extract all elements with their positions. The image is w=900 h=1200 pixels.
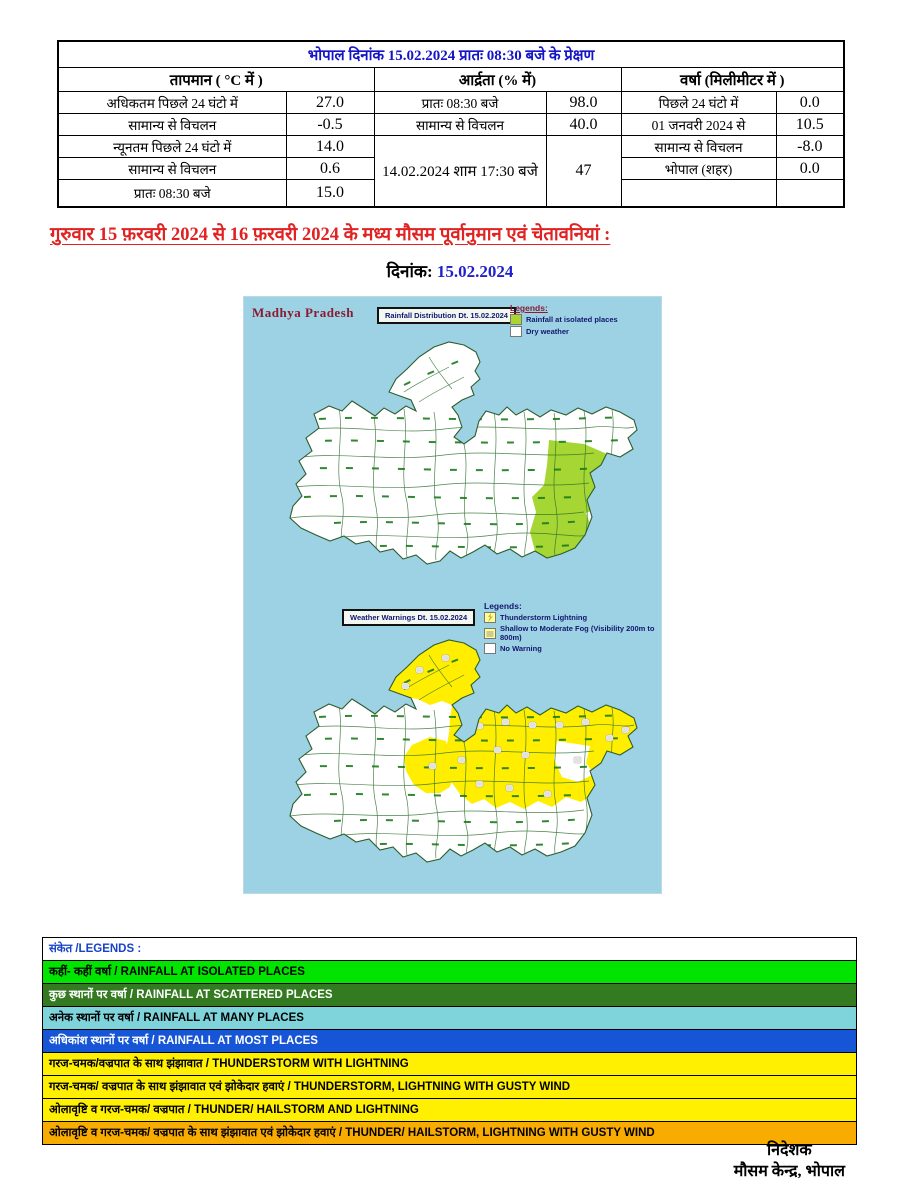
dry-weather-swatch [510, 326, 522, 337]
temp-max-value: 27.0 [286, 92, 374, 114]
humidity-evening-value: 47 [546, 136, 621, 207]
rain-since-jan-label: 01 जनवरी 2024 से [621, 114, 776, 136]
legend-row-hailstorm-gusty: ओलावृष्टि व गरज-चमक/ वज्रपात के साथ झंझावात एवं झोकेदार हवाएं / THUNDER/ HAILSTORM, LIGHTNING WITH GUSTY WIND [43, 1121, 856, 1144]
legend-title: Legends: [484, 601, 522, 611]
signature-block [734, 1140, 845, 1182]
legend-item-label: No Warning [500, 644, 542, 653]
humidity-deviation-label: सामान्य से विचलन [374, 114, 546, 136]
rainfall-map-legend [510, 303, 618, 338]
temp-min-deviation-value: 0.6 [286, 158, 374, 180]
legend-row-most: अधिकांश स्थानों पर वर्षा / RAINFALL AT MOST PLACES [43, 1029, 856, 1052]
legend-item-label: Rainfall at isolated places [526, 315, 618, 324]
legend-table [42, 937, 857, 1145]
rainfall-map-title: Rainfall Distribution Dt. 15.02.2024 [377, 307, 516, 324]
humidity-morning-label: प्रातः 08:30 बजे [374, 92, 546, 114]
legend-row-isolated: कहीं- कहीं वर्षा / RAINFALL AT ISOLATED PLACES [43, 960, 856, 983]
legend-row-scattered: कुछ स्थानों पर वर्षा / RAINFALL AT SCATTERED PLACES [43, 983, 856, 1006]
warnings-map-legend [484, 601, 661, 655]
legend-title: Legends: [510, 303, 548, 313]
legend-item [484, 643, 661, 654]
rain-bhopal-city-value: 0.0 [776, 158, 844, 180]
section-header-temperature: तापमान ( °C में ) [58, 68, 374, 92]
legend-row-many: अनेक स्थानों पर वर्षा / RAINFALL AT MANY PLACES [43, 1006, 856, 1029]
legend-item-label: Thunderstorm Lightning [500, 613, 588, 622]
temp-morning-label: प्रातः 08:30 बजे [58, 180, 286, 207]
date-label: दिनांक: [386, 262, 433, 281]
legend-table-header: संकेत /LEGENDS : [43, 938, 856, 960]
fog-icon [484, 628, 496, 639]
section-header-humidity: आर्द्रता (% में) [374, 68, 621, 92]
legend-item-label: Shallow to Moderate Fog (Visibility 200m to 800m) [500, 624, 655, 642]
rainfall-map-canvas [244, 297, 661, 595]
date-line [0, 259, 900, 282]
temp-min-deviation-label: सामान्य से विचलन [58, 158, 286, 180]
legend-item [484, 612, 661, 623]
temp-min-value: 14.0 [286, 136, 374, 158]
rain-bhopal-city-label: भोपाल (शहर) [621, 158, 776, 180]
observation-table-title: भोपाल दिनांक 15.02.2024 प्रातः 08:30 बजे के प्रेक्षण [58, 41, 844, 68]
signature-office: मौसम केन्द्र, भोपाल [733, 1163, 845, 1180]
section-header-rainfall: वर्षा (मिलीमीटर में ) [621, 68, 844, 92]
temp-max-deviation-value: -0.5 [286, 114, 374, 136]
temp-morning-value: 15.0 [286, 180, 374, 207]
maps-panel [243, 296, 662, 894]
rain-empty-label [621, 180, 776, 207]
humidity-evening-label: 14.02.2024 शाम 17:30 बजे [374, 136, 546, 207]
legend-row-thunderstorm: गरज-चमक/वज्रपात के साथ झंझावात / THUNDERSTORM WITH LIGHTNING [43, 1052, 856, 1075]
rain-deviation-value: -8.0 [776, 136, 844, 158]
table-row [58, 114, 844, 136]
humidity-deviation-value: 40.0 [546, 114, 621, 136]
forecast-heading: गुरुवार 15 फ़रवरी 2024 से 16 फ़रवरी 2024 के मध्य मौसम पूर्वानुमान एवं चेतावनियां : [50, 225, 611, 245]
state-name-label: Madhya Pradesh [252, 305, 354, 320]
legend-item [510, 326, 618, 337]
rain-24h-label: पिछले 24 घंटो में [621, 92, 776, 114]
temp-max-label: अधिकतम पिछले 24 घंटो में [58, 92, 286, 114]
legend-item-label: Dry weather [526, 327, 569, 336]
humidity-morning-value: 98.0 [546, 92, 621, 114]
rain-since-jan-value: 10.5 [776, 114, 844, 136]
rainfall-distribution-map [244, 297, 661, 595]
legend-row-thunderstorm-gusty: गरज-चमक/ वज्रपात के साथ झंझावात एवं झोकेदार हवाएं / THUNDERSTORM, LIGHTNING WITH GUSTY WIND [43, 1075, 856, 1098]
rainfall-isolated-swatch [510, 314, 522, 325]
legend-item [484, 624, 661, 642]
temp-min-label: न्यूनतम पिछले 24 घंटो में [58, 136, 286, 158]
signature-title: निदेशक [767, 1142, 812, 1159]
table-row [58, 92, 844, 114]
warnings-map-title: Weather Warnings Dt. 15.02.2024 [342, 609, 475, 626]
rain-deviation-label: सामान्य से विचलन [621, 136, 776, 158]
observation-table [57, 40, 845, 208]
legend-item [510, 314, 618, 325]
lightning-icon [484, 612, 496, 623]
warning-region-northeast [446, 705, 637, 809]
temp-max-deviation-label: सामान्य से विचलन [58, 114, 286, 136]
table-row [58, 136, 844, 158]
no-warning-swatch [484, 643, 496, 654]
weather-warnings-map [244, 595, 661, 893]
date-value: 15.02.2024 [436, 262, 514, 281]
rain-24h-value: 0.0 [776, 92, 844, 114]
legend-row-hailstorm: ओलावृष्टि व गरज-चमक/ वज्रपात / THUNDER/ HAILSTORM AND LIGHTNING [43, 1098, 856, 1121]
rain-empty-value [776, 180, 844, 207]
